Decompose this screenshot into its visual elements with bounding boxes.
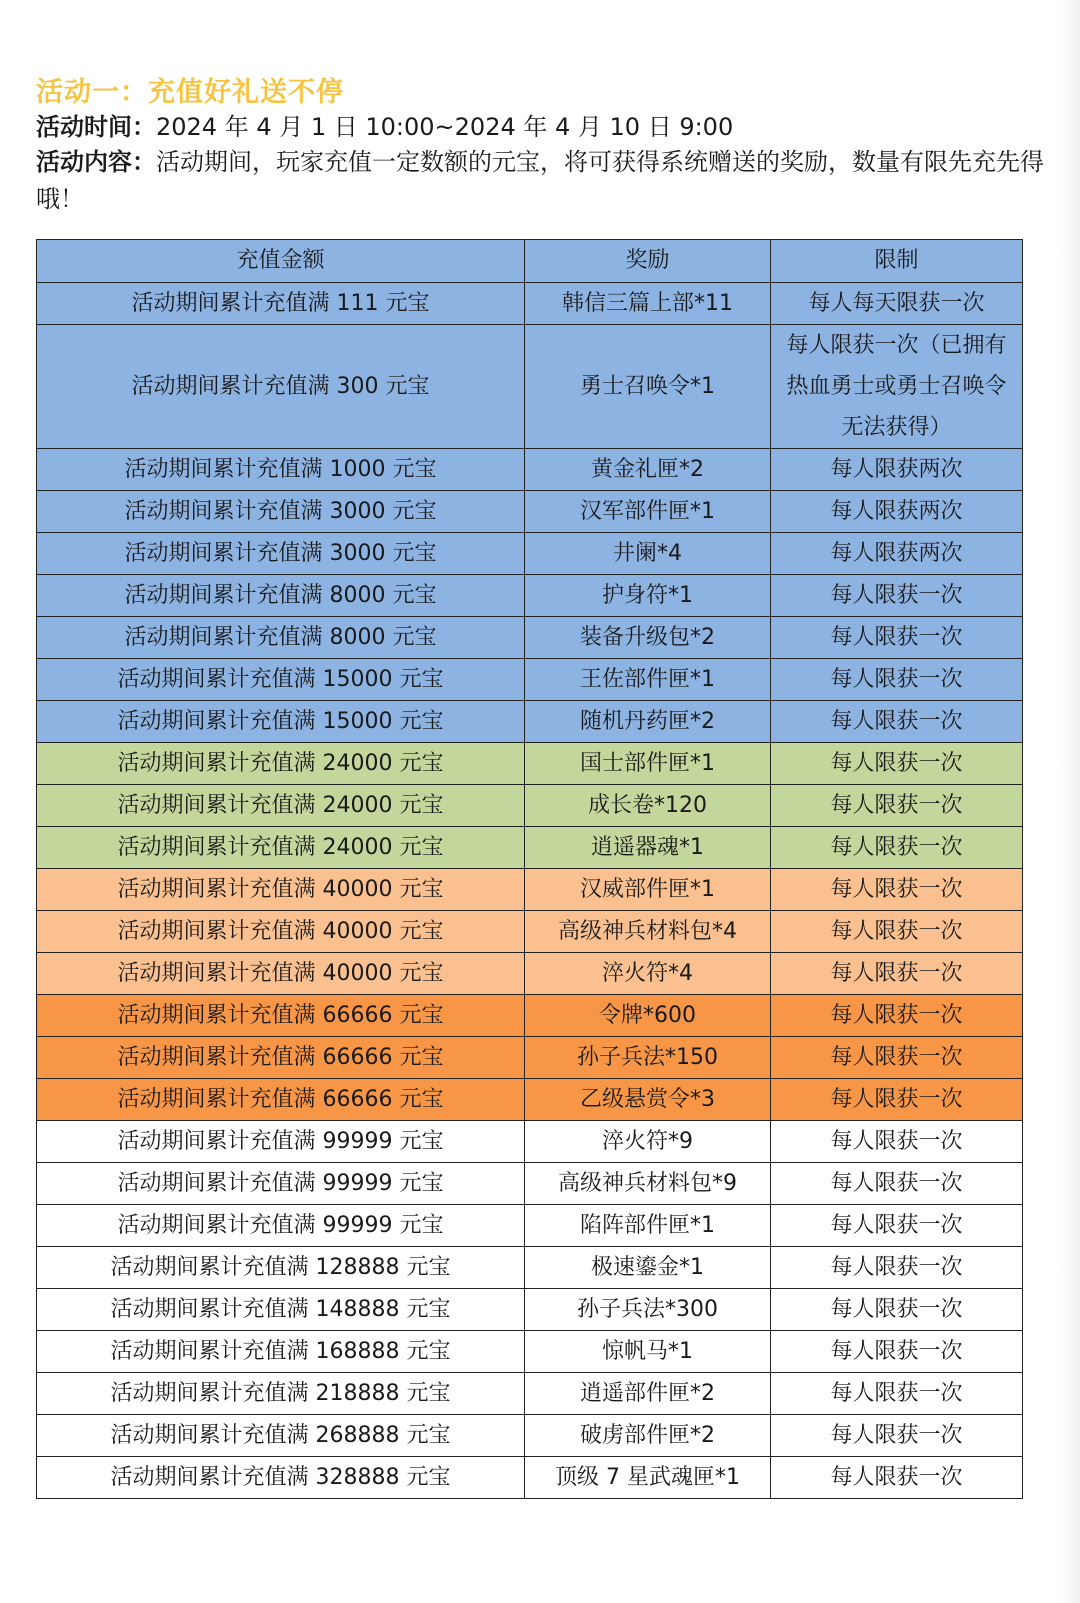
cell-reward: 黄金礼匣*2 — [525, 449, 771, 491]
table-row — [37, 1415, 1023, 1457]
cell-amount: 活动期间累计充值满 66666 元宝 — [37, 1079, 525, 1121]
cell-reward: 高级神兵材料包*4 — [525, 911, 771, 953]
cell-reward: 高级神兵材料包*9 — [525, 1163, 771, 1205]
cell-amount: 活动期间累计充值满 15000 元宝 — [37, 659, 525, 701]
cell-reward: 随机丹药匣*2 — [525, 701, 771, 743]
cell-amount: 活动期间累计充值满 3000 元宝 — [37, 491, 525, 533]
table-row — [37, 1163, 1023, 1205]
cell-amount: 活动期间累计充值满 40000 元宝 — [37, 953, 525, 995]
table-row — [37, 785, 1023, 827]
cell-limit: 每人限获一次 — [771, 911, 1023, 953]
table-row — [37, 827, 1023, 869]
table-row — [37, 283, 1023, 325]
activity-time — [36, 110, 733, 144]
header-reward: 奖励 — [525, 240, 771, 283]
cell-amount: 活动期间累计充值满 168888 元宝 — [37, 1331, 525, 1373]
cell-limit: 每人限获一次 — [771, 869, 1023, 911]
cell-limit: 每人限获一次 — [771, 1289, 1023, 1331]
cell-limit: 每人限获一次 — [771, 575, 1023, 617]
table-row — [37, 491, 1023, 533]
cell-limit: 每人限获两次 — [771, 449, 1023, 491]
cell-reward: 成长卷*120 — [525, 785, 771, 827]
cell-limit: 每人限获一次 — [771, 1037, 1023, 1079]
activity-time-label: 活动时间： — [36, 113, 156, 141]
table-row — [37, 701, 1023, 743]
cell-reward: 护身符*1 — [525, 575, 771, 617]
cell-amount: 活动期间累计充值满 24000 元宝 — [37, 827, 525, 869]
cell-amount: 活动期间累计充值满 218888 元宝 — [37, 1373, 525, 1415]
cell-reward: 逍遥部件匣*2 — [525, 1373, 771, 1415]
cell-limit: 每人限获一次 — [771, 659, 1023, 701]
cell-amount: 活动期间累计充值满 300 元宝 — [37, 325, 525, 449]
cell-reward: 韩信三篇上部*11 — [525, 283, 771, 325]
table-row — [37, 325, 1023, 449]
cell-amount: 活动期间累计充值满 66666 元宝 — [37, 1037, 525, 1079]
table-row — [37, 1457, 1023, 1499]
cell-limit: 每人限获一次 — [771, 743, 1023, 785]
cell-amount: 活动期间累计充值满 40000 元宝 — [37, 911, 525, 953]
cell-limit: 每人限获一次 — [771, 617, 1023, 659]
cell-reward: 顶级 7 星武魂匣*1 — [525, 1457, 771, 1499]
cell-reward: 惊帆马*1 — [525, 1331, 771, 1373]
table-row — [37, 1331, 1023, 1373]
cell-amount: 活动期间累计充值满 99999 元宝 — [37, 1121, 525, 1163]
cell-reward: 淬火符*4 — [525, 953, 771, 995]
cell-amount: 活动期间累计充值满 1000 元宝 — [37, 449, 525, 491]
cell-limit: 每人限获一次 — [771, 1373, 1023, 1415]
cell-amount: 活动期间累计充值满 148888 元宝 — [37, 1289, 525, 1331]
cell-reward: 令牌*600 — [525, 995, 771, 1037]
cell-limit: 每人限获两次 — [771, 491, 1023, 533]
cell-limit: 每人限获一次 — [771, 1163, 1023, 1205]
cell-amount: 活动期间累计充值满 328888 元宝 — [37, 1457, 525, 1499]
cell-reward: 逍遥器魂*1 — [525, 827, 771, 869]
table-row — [37, 1079, 1023, 1121]
table-row — [37, 743, 1023, 785]
cell-reward: 王佐部件匣*1 — [525, 659, 771, 701]
cell-limit: 每人每天限获一次 — [771, 283, 1023, 325]
cell-reward: 汉军部件匣*1 — [525, 491, 771, 533]
table-row — [37, 533, 1023, 575]
table-row — [37, 659, 1023, 701]
cell-amount: 活动期间累计充值满 8000 元宝 — [37, 617, 525, 659]
table-row — [37, 911, 1023, 953]
cell-reward: 乙级悬赏令*3 — [525, 1079, 771, 1121]
header-limit: 限制 — [771, 240, 1023, 283]
table-row — [37, 1205, 1023, 1247]
activity-content-value: 活动期间，玩家充值一定数额的元宝，将可获得系统赠送的奖励，数量有限先充先得哦！ — [36, 148, 1044, 213]
cell-limit: 每人限获一次 — [771, 995, 1023, 1037]
table-row — [37, 869, 1023, 911]
cell-reward: 极速鎏金*1 — [525, 1247, 771, 1289]
cell-reward: 淬火符*9 — [525, 1121, 771, 1163]
cell-reward: 汉威部件匣*1 — [525, 869, 771, 911]
cell-limit: 每人限获一次 — [771, 1415, 1023, 1457]
cell-amount: 活动期间累计充值满 24000 元宝 — [37, 743, 525, 785]
cell-reward: 孙子兵法*150 — [525, 1037, 771, 1079]
cell-amount: 活动期间累计充值满 15000 元宝 — [37, 701, 525, 743]
activity-content — [36, 144, 1046, 218]
cell-amount: 活动期间累计充值满 111 元宝 — [37, 283, 525, 325]
cell-reward: 装备升级包*2 — [525, 617, 771, 659]
cell-limit: 每人限获两次 — [771, 533, 1023, 575]
cell-amount: 活动期间累计充值满 8000 元宝 — [37, 575, 525, 617]
cell-reward: 井阑*4 — [525, 533, 771, 575]
cell-amount: 活动期间累计充值满 3000 元宝 — [37, 533, 525, 575]
table-row — [37, 449, 1023, 491]
cell-limit: 每人限获一次（已拥有热血勇士或勇士召唤令无法获得） — [771, 325, 1023, 449]
table-row — [37, 617, 1023, 659]
cell-reward: 国士部件匣*1 — [525, 743, 771, 785]
reward-table — [36, 239, 1023, 1499]
cell-limit: 每人限获一次 — [771, 827, 1023, 869]
cell-amount: 活动期间累计充值满 99999 元宝 — [37, 1205, 525, 1247]
cell-limit: 每人限获一次 — [771, 1331, 1023, 1373]
cell-limit: 每人限获一次 — [771, 1121, 1023, 1163]
table-row — [37, 1289, 1023, 1331]
reward-table-header — [37, 240, 1023, 283]
cell-amount: 活动期间累计充值满 40000 元宝 — [37, 869, 525, 911]
cell-limit: 每人限获一次 — [771, 1079, 1023, 1121]
cell-limit: 每人限获一次 — [771, 1247, 1023, 1289]
table-row — [37, 575, 1023, 617]
table-row — [37, 995, 1023, 1037]
cell-amount: 活动期间累计充值满 128888 元宝 — [37, 1247, 525, 1289]
page-edge-shade — [1058, 0, 1080, 1603]
cell-reward: 孙子兵法*300 — [525, 1289, 771, 1331]
cell-amount: 活动期间累计充值满 24000 元宝 — [37, 785, 525, 827]
activity-content-label: 活动内容： — [36, 148, 156, 176]
table-row — [37, 1373, 1023, 1415]
cell-limit: 每人限获一次 — [771, 1457, 1023, 1499]
cell-limit: 每人限获一次 — [771, 953, 1023, 995]
cell-amount: 活动期间累计充值满 99999 元宝 — [37, 1163, 525, 1205]
header-amount: 充值金额 — [37, 240, 525, 283]
cell-amount: 活动期间累计充值满 66666 元宝 — [37, 995, 525, 1037]
activity-heading: 活动一：充值好礼送不停 — [36, 77, 344, 108]
table-row — [37, 1121, 1023, 1163]
cell-reward: 破虏部件匣*2 — [525, 1415, 771, 1457]
cell-limit: 每人限获一次 — [771, 785, 1023, 827]
cell-reward: 勇士召唤令*1 — [525, 325, 771, 449]
cell-limit: 每人限获一次 — [771, 701, 1023, 743]
activity-time-value: 2024 年 4 月 1 日 10:00~2024 年 4 月 10 日 9:00 — [156, 113, 734, 141]
cell-amount: 活动期间累计充值满 268888 元宝 — [37, 1415, 525, 1457]
cell-reward: 陷阵部件匣*1 — [525, 1205, 771, 1247]
cell-limit: 每人限获一次 — [771, 1205, 1023, 1247]
table-row — [37, 1037, 1023, 1079]
table-row — [37, 953, 1023, 995]
table-row — [37, 1247, 1023, 1289]
